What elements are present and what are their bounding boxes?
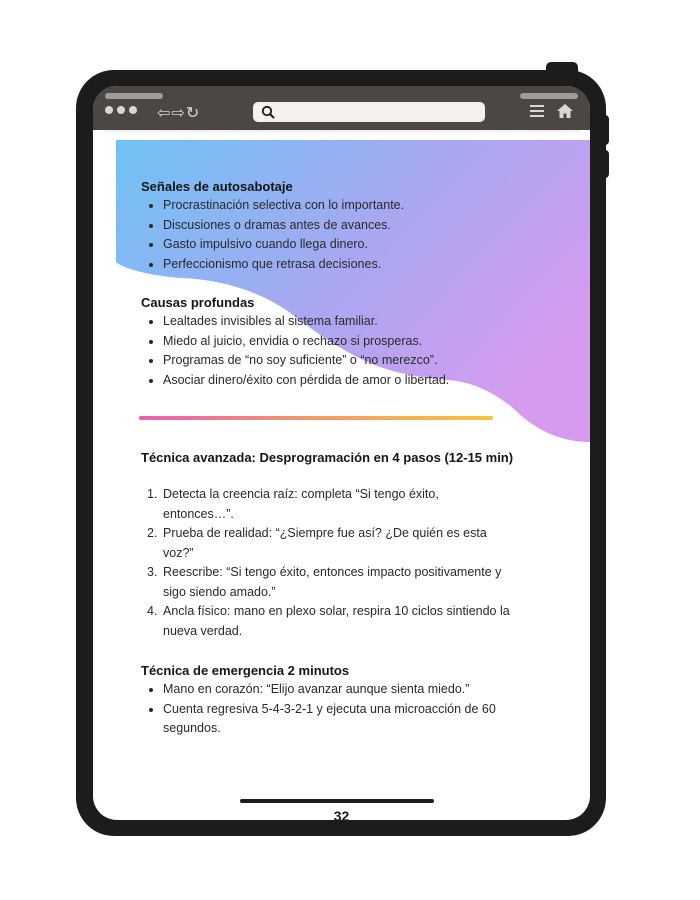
- list-item: Discusiones o dramas antes de avances.: [141, 216, 404, 236]
- browser-toolbar: [93, 86, 590, 130]
- step-item: [141, 524, 561, 563]
- step-number: 2.: [147, 526, 158, 540]
- document-page: [93, 130, 590, 820]
- step-number: 3.: [147, 565, 158, 579]
- list-item: [141, 700, 496, 739]
- list-emergencia: [141, 680, 496, 739]
- dot: [105, 106, 113, 114]
- step-item: [141, 485, 561, 524]
- list-item: [141, 680, 496, 700]
- heading-tecnica-avanzada: Técnica avanzada: Desprogramación en 4 pasos (12-15 min): [141, 450, 514, 465]
- search-icon: [261, 105, 275, 119]
- list-item: Gasto impulsivo cuando llega dinero.: [141, 235, 404, 255]
- window-dots[interactable]: [105, 106, 137, 114]
- decorative-gradient-blob: [93, 130, 590, 450]
- dot: [117, 106, 125, 114]
- toolbar-pill-right: [520, 93, 578, 99]
- step-text-line: Prueba de realidad: “¿Siempre fue así? ¿De quién es esta: [163, 526, 487, 540]
- list-item: Miedo al juicio, envidia o rechazo si prosperas.: [141, 332, 449, 352]
- back-forward-reload-icons[interactable]: ⇦⇨↻: [157, 103, 201, 122]
- list-item-line: Cuenta regresiva 5-4-3-2-1 y ejecuta una microacción de 60: [163, 701, 496, 716]
- list-item: Asociar dinero/éxito con pérdida de amor o libertad.: [141, 371, 449, 391]
- list-item: Programas de “no soy suficiente” o “no merezco”.: [141, 351, 449, 371]
- step-item: [141, 602, 561, 641]
- step-item: [141, 563, 561, 602]
- heading-autosabotaje: Señales de autosabotaje: [141, 179, 293, 194]
- menu-icon[interactable]: [530, 105, 544, 117]
- search-input[interactable]: [253, 102, 485, 122]
- step-number: 1.: [147, 487, 158, 501]
- dot: [129, 106, 137, 114]
- list-item: Procrastinación selectiva con lo importante.: [141, 196, 404, 216]
- step-text-line: entonces…”.: [163, 506, 234, 521]
- heading-causas: Causas profundas: [141, 295, 255, 310]
- list-item-line: segundos.: [163, 721, 221, 735]
- list-causas: [141, 312, 449, 390]
- steps-list: [141, 485, 561, 641]
- list-item: Lealtades invisibles al sistema familiar.: [141, 312, 449, 332]
- gradient-divider: [139, 416, 493, 420]
- list-autosabotaje: [141, 196, 404, 274]
- tablet-screen: [93, 86, 590, 820]
- list-item-line: Mano en corazón: “Elijo avanzar aunque sienta miedo.”: [163, 682, 470, 696]
- home-icon[interactable]: [556, 103, 574, 119]
- step-text-line: Detecta la creencia raíz: completa “Si tengo éxito,: [163, 487, 439, 501]
- step-text-line: Reescribe: “Si tengo éxito, entonces impacto positivamente y: [163, 565, 502, 579]
- heading-emergencia: Técnica de emergencia 2 minutos: [141, 663, 350, 678]
- home-indicator-bar[interactable]: [240, 799, 434, 803]
- list-item: Perfeccionismo que retrasa decisiones.: [141, 255, 404, 275]
- page-number: 32: [333, 808, 350, 820]
- toolbar-pill-left: [105, 93, 163, 99]
- step-text-line: sigo siendo amado.”: [163, 584, 276, 599]
- step-number: 4.: [147, 604, 158, 618]
- step-text-line: voz?”: [163, 545, 194, 560]
- step-text-line: Ancla físico: mano en plexo solar, respira 10 ciclos sintiendo la: [163, 604, 510, 618]
- step-text-line: nueva verdad.: [163, 623, 243, 638]
